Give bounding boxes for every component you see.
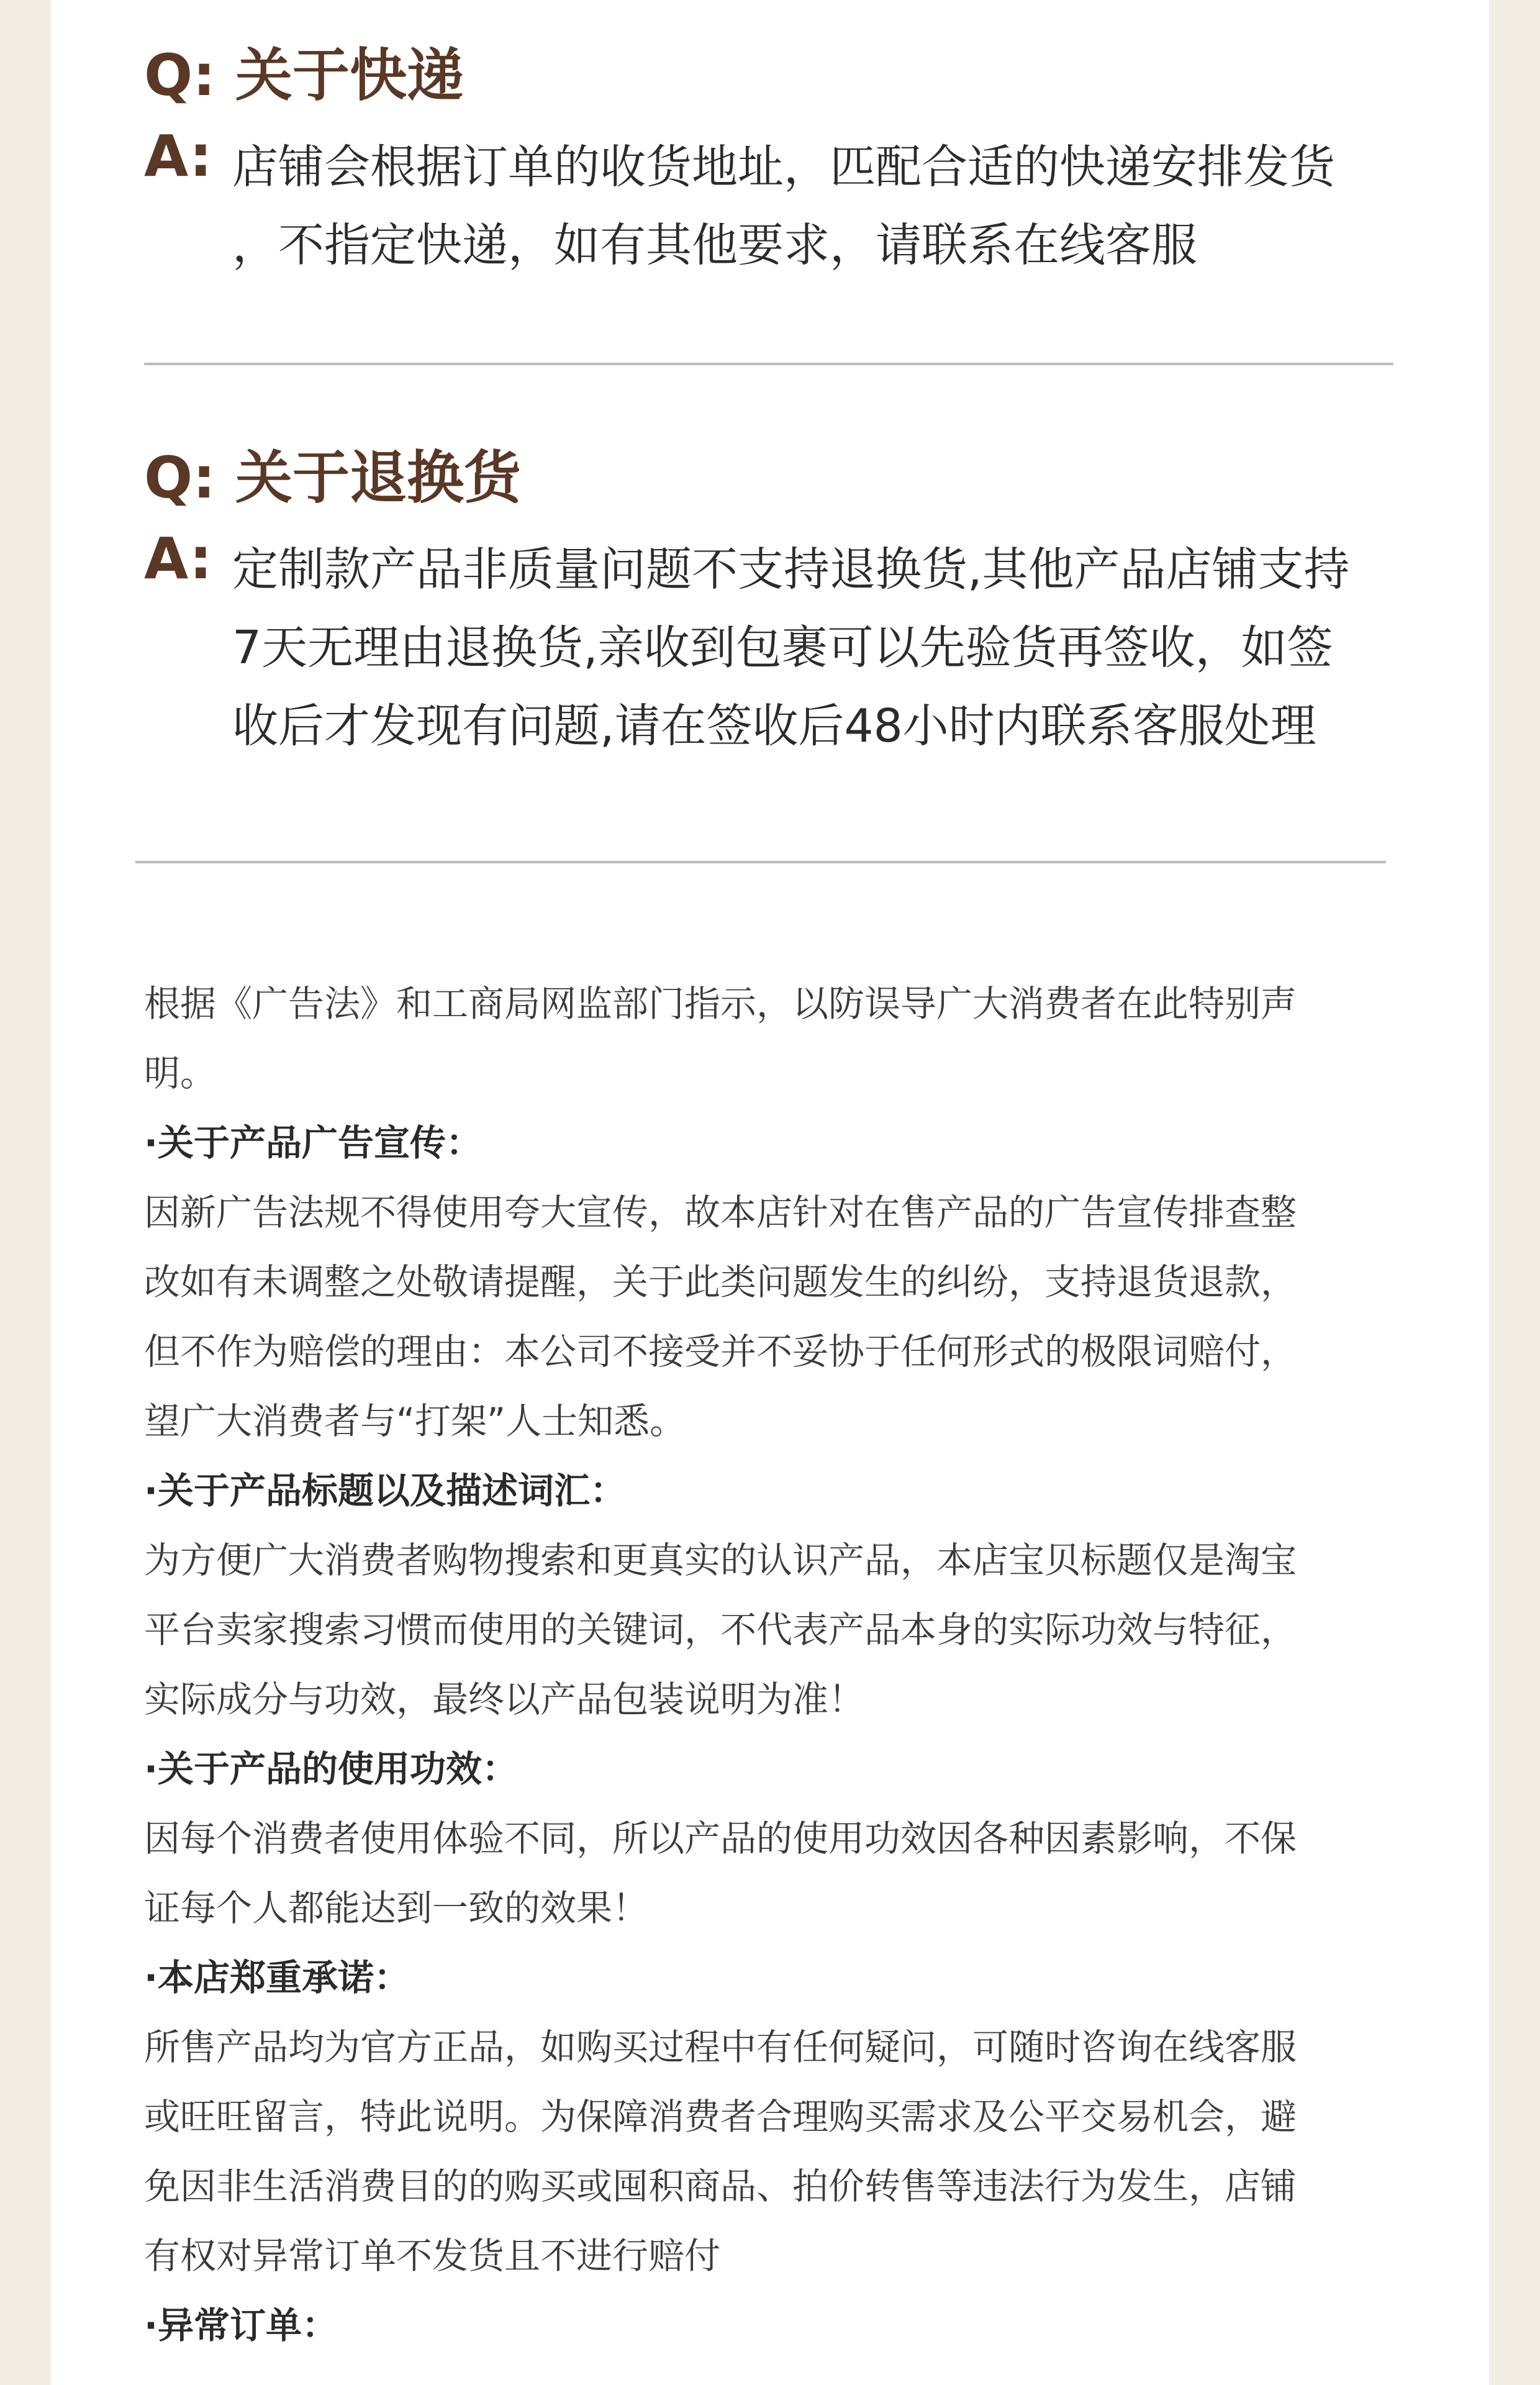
faq-item-shipping — [144, 42, 1335, 284]
answer-line: 7天无理由退换货,亲收到包裹可以先验货再签收，如签 — [232, 621, 1333, 675]
notice-line: 明。 — [144, 1052, 217, 1094]
answer-line: 店铺会根据订单的收货地址，匹配合适的快递安排发货 — [232, 140, 1335, 194]
legal-notice — [144, 969, 1448, 2360]
notice-line: 有权对异常订单不发货且不进行赔付 — [144, 2235, 721, 2277]
notice-line: 为方便广大消费者购物搜索和更真实的认识产品，本店宝贝标题仅是淘宝 — [144, 1539, 1297, 1581]
notice-line: 根据《广告法》和工商局网监部门指示，以防误导广大消费者在此特别声 — [144, 983, 1297, 1025]
notice-line: 或旺旺留言，特此说明。为保障消费者合理购买需求及公平交易机会，避 — [144, 2096, 1297, 2138]
divider — [135, 861, 1386, 863]
answer-line: 收后才发现有问题,请在签收后48小时内联系客服处理 — [232, 699, 1316, 753]
faq-answer — [144, 123, 1335, 284]
notice-heading: ·关于产品的使用功效： — [144, 1748, 519, 1790]
answer-line: ，不指定快递，如有其他要求，请联系在线客服 — [232, 219, 1197, 272]
faq-question: Q: 关于退换货 — [144, 445, 522, 511]
notice-heading: ·异常订单： — [144, 2304, 338, 2346]
notice-line: 实际成分与功效，最终以产品包装说明为准！ — [144, 1678, 865, 1720]
answer-label: A: — [144, 525, 212, 592]
faq-question: Q: 关于快递 — [144, 42, 464, 109]
answer-label: A: — [144, 123, 212, 189]
notice-line: 但不作为赔偿的理由：本公司不接受并不妥协于任何形式的极限词赔付， — [144, 1330, 1297, 1373]
notice-line: 平台卖家搜索习惯而使用的关键词，不代表产品本身的实际功效与特征， — [144, 1609, 1297, 1651]
notice-line: 望广大消费者与“打架”人士知悉。 — [144, 1400, 686, 1442]
notice-heading: ·关于产品广告宣传： — [144, 1122, 482, 1164]
notice-line: 免因非生活消费目的的购买或囤积商品、拍价转售等违法行为发生，店铺 — [144, 2165, 1297, 2207]
faq-answer — [144, 525, 1350, 765]
notice-line: 改如有未调整之处敬请提醒，关于此类问题发生的纠纷，支持退货退款， — [144, 1261, 1297, 1303]
answer-line: 定制款产品非质量问题不支持退换货,其他产品店铺支持 — [232, 543, 1350, 596]
notice-line: 因新广告法规不得使用夸大宣传，故本店针对在售产品的广告宣传排查整 — [144, 1191, 1297, 1233]
notice-heading: ·关于产品标题以及描述词汇： — [144, 1470, 627, 1512]
notice-line: 因每个消费者使用体验不同，所以产品的使用功效因各种因素影响，不保 — [144, 1817, 1297, 1860]
faq-item-returns — [144, 445, 1350, 765]
notice-line: 所售产品均为官方正品，如购买过程中有任何疑问，可随时咨询在线客服 — [144, 2026, 1297, 2068]
divider — [144, 363, 1393, 365]
notice-line: 证每个人都能达到一致的效果！ — [144, 1887, 649, 1929]
notice-heading: ·本店郑重承诺： — [144, 1956, 410, 1999]
faq-page — [51, 0, 1489, 2385]
